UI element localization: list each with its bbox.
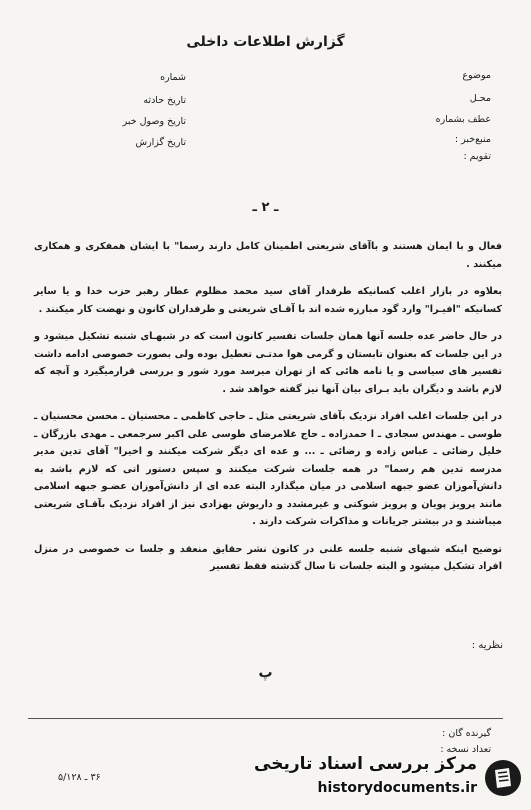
page-number: ـ ۲ ـ: [252, 200, 279, 215]
opinion-field: [472, 640, 503, 651]
body-paragraph: توضیح اینکه شبهای شنبه جلسه علنی در کانون نشر حقایق منعقد و جلسا ت خصوصی در منزل افراد تشکیل میشود و البته جلسات تا سال گذشته فقط تفسیر: [34, 543, 502, 572]
field-incident-date: [143, 95, 186, 106]
field-calendar: [463, 151, 491, 162]
field-reference-label: عطف بشماره: [435, 114, 491, 125]
field-subject-label: موضوع: [462, 70, 491, 81]
document-code: ۳۶ ـ ۵/۱۲۸: [58, 772, 101, 783]
handwritten-mark: پ: [258, 665, 273, 681]
watermark: [227, 752, 527, 806]
field-place-label: محـل: [469, 93, 491, 104]
field-received-date: [123, 116, 186, 127]
body-paragraph: در این جلسات اغلب افراد نزدیک بآقای شریعتی مثل ـ حاجی کاظمی ـ محسنیان ـ محسن محسنیان ـ طوسی ـ مهندس سجادی ـ ا حمدزاده ـ حاج غلامرضای طوسی علی اکبر سرجمعی ـ مهدی بازرگان ـ خلیل رضائی ـ عباس زاده و رضائی ـ ... و عده ای دیگر شرکت میکنند و اخیرا" آقای تدین مدیر مدرسه تدین هم رسما" در همه جلسات شرکت میکنند و سپس دستور اتی که لازم باشد به دانش‌آموزان عضو جبهه اسلامی در میان میگذارد البته عده ای از دانش‌آموزان عضـو جبهه اسلامی مانند پرویز پویان و پرویز شوکتی و غیرمشدد و داریوش بهزادی نیز از افراد نزدیک بآقـای شریعتی میباشند و در بیشتر جریانات و مذاکرات شرکت دارند .: [34, 411, 502, 527]
recipients-field: [442, 728, 491, 739]
field-report-date-label: تاریخ گزارش: [135, 137, 186, 148]
field-number-label: شماره: [160, 72, 186, 83]
field-received-date-label: تاریخ وصول خبر: [122, 116, 186, 127]
field-source-label: منبع‌خبر :: [454, 134, 491, 145]
watermark-url: historydocuments.ir: [317, 780, 477, 796]
field-subject: [462, 70, 491, 81]
document-center-logo-icon: [483, 758, 523, 798]
body-paragraph: بعلاوه در بازار اغلب کسانیکه طرفدار آقای سید محمد مظلوم عطار رهبر حزب خدا و یا سایر کسانیکه "افیـرا" وارد گود مبارزه شده اند با آقـای شریعتی و طرفداران کانون و نهضت کار میکنند .: [34, 286, 502, 315]
opinion-label: نظریه :: [471, 640, 503, 651]
field-source: [455, 134, 491, 145]
watermark-title: مرکز بررسی اسناد تاریخی: [254, 754, 477, 774]
recipients-label: گیرنده گان :: [442, 728, 491, 739]
footer-divider: [28, 718, 503, 719]
field-calendar-label: تقویم :: [463, 151, 491, 162]
body-paragraph: فعال و با ایمان هستند و باآقای شریعتی اطمینان کامل دارند رسما" با ایشان همفکری و همکاری میکنند .: [34, 241, 502, 270]
body-paragraph: در حال حاضر عده جلسه آنها همان جلسات تفسیر کانون است که در شبهـای شنبه تشکیل میشود و در این جلسات که بعنوان تابستان و گرمی هوا مدتـی تعطیل بوده ولی بصورت خصوصی ادامه داشت تفسیر های سیاسی و یا نامه هائی که از تهران میرسد مورد شور و بررسی قرارمیگیرد و آنچه که لازم باشد و دیگران باید بـرای بیان آنها نیز گفته خواهد شد .: [34, 331, 502, 395]
field-number: [160, 72, 186, 83]
copies-label: تعداد نسخه :: [440, 744, 491, 755]
report-body: [34, 238, 502, 586]
field-incident-date-label: تاریخ حادثه: [143, 95, 186, 106]
form-title: گزارش اطلاعات داخلی: [186, 34, 345, 50]
field-report-date: [135, 137, 186, 148]
field-place: [470, 93, 491, 104]
field-reference: [436, 114, 491, 125]
